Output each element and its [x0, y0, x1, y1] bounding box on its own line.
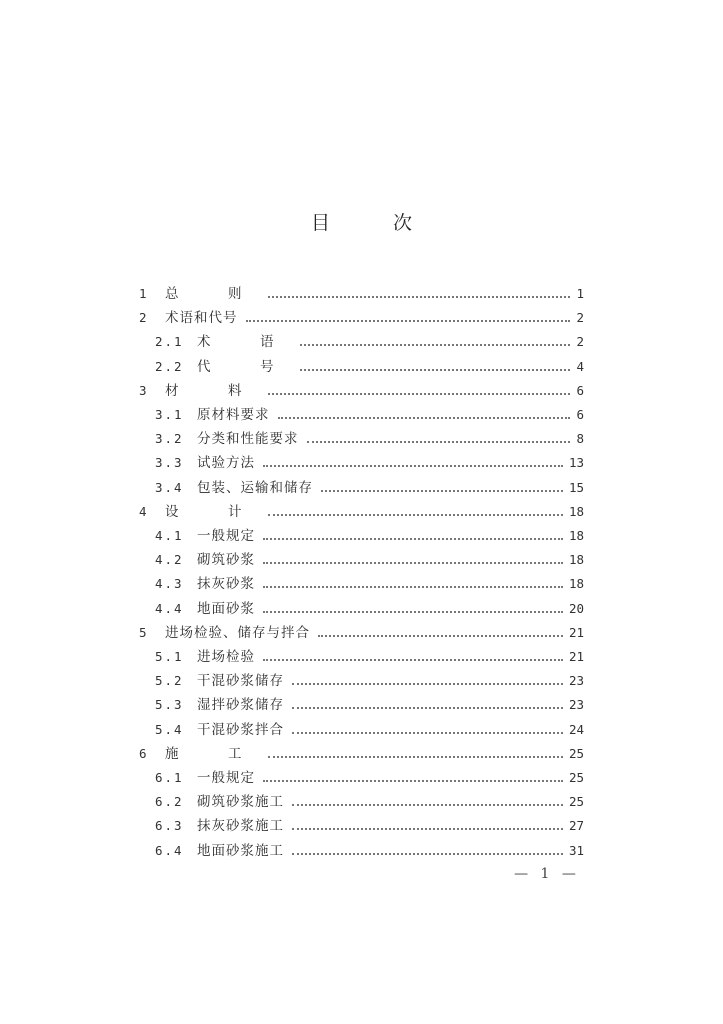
toc-entry-title: 湿拌砂浆储存	[197, 697, 284, 714]
toc-entry-page-number: 25	[568, 770, 584, 785]
toc-entry-page-number: 23	[568, 673, 584, 689]
toc-entry-page-number: 23	[568, 697, 584, 713]
toc-dot-leader	[268, 756, 563, 758]
toc-entry-page-number: 1	[576, 286, 584, 301]
toc-entry[interactable]	[139, 500, 584, 524]
toc-entry-number: 4.4	[155, 600, 184, 616]
toc-entry-title: 材 料	[165, 382, 260, 399]
toc-entry-title: 术 语	[197, 334, 292, 351]
toc-entry-number: 6.3	[155, 818, 184, 834]
toc-entry[interactable]	[155, 597, 584, 621]
toc-entry-number: 4.3	[155, 576, 184, 592]
toc-entry-number: 3.4	[155, 479, 184, 495]
toc-entry[interactable]	[155, 766, 584, 790]
toc-entry-title: 进场检验	[197, 649, 255, 665]
toc-entry-page-number: 21	[568, 624, 584, 640]
toc-entry-number: 4.1	[155, 528, 184, 543]
toc-entry-page-number: 21	[568, 649, 584, 664]
toc-entry-page-number: 18	[568, 503, 584, 519]
toc-entry-number: 5.3	[155, 697, 184, 713]
toc-entry[interactable]	[155, 669, 584, 693]
toc-dot-leader	[263, 562, 563, 564]
toc-entry-number: 3.1	[155, 407, 184, 422]
toc-dot-leader	[292, 683, 563, 685]
toc-entry-number: 5.4	[155, 721, 184, 737]
toc-dot-leader	[292, 804, 563, 806]
toc-entry-number: 3	[139, 382, 149, 398]
toc-entry[interactable]	[155, 718, 584, 742]
toc-dot-leader	[246, 320, 571, 322]
toc-dot-leader	[268, 393, 571, 395]
toc-entry-page-number: 25	[568, 745, 584, 761]
toc-dot-leader	[300, 369, 571, 371]
toc-entry-number: 2.1	[155, 334, 184, 350]
toc-entry[interactable]	[155, 645, 584, 669]
toc-entry[interactable]	[155, 790, 584, 814]
toc-dot-leader	[300, 344, 571, 346]
toc-entry-title: 一般规定	[197, 770, 255, 786]
toc-entry-title: 地面砂浆	[197, 600, 255, 617]
toc-entry[interactable]	[155, 476, 584, 500]
toc-entry-page-number: 6	[576, 407, 584, 422]
toc-dot-leader	[263, 780, 563, 782]
toc-entry-page-number: 4	[576, 358, 584, 374]
toc-entry-page-number: 13	[568, 455, 584, 471]
toc-entry-number: 6	[139, 745, 149, 761]
toc-entry[interactable]	[155, 693, 584, 717]
toc-entry-title: 总 则	[165, 286, 260, 302]
toc-dot-leader	[292, 828, 563, 830]
toc-entry-page-number: 31	[568, 842, 584, 858]
toc-entry-page-number: 18	[568, 552, 584, 568]
toc-entry-number: 1	[139, 286, 149, 301]
toc-dot-leader	[292, 732, 563, 734]
toc-entry-title: 地面砂浆施工	[197, 842, 284, 859]
toc-dot-leader	[292, 853, 563, 855]
toc-entry[interactable]	[139, 306, 584, 330]
toc-entry-page-number: 25	[568, 794, 584, 810]
toc-entry-number: 4	[139, 503, 149, 519]
toc-entry-number: 2	[139, 310, 149, 326]
toc-entry[interactable]	[155, 355, 584, 379]
toc-entry-title: 术语和代号	[165, 310, 238, 327]
toc-entry-title: 进场检验、储存与拌合	[165, 624, 310, 641]
toc-dot-leader	[263, 538, 563, 540]
toc-entry-page-number: 8	[576, 431, 584, 447]
toc-entry-page-number: 6	[576, 382, 584, 398]
toc-entry[interactable]	[155, 403, 584, 427]
toc-entry-title: 抹灰砂浆施工	[197, 818, 284, 835]
toc-entry[interactable]	[139, 742, 584, 766]
toc-entry-page-number: 27	[568, 818, 584, 834]
toc-entry-number: 4.2	[155, 552, 184, 568]
toc-entry-title: 施 工	[165, 745, 260, 762]
toc-entry-page-number: 2	[576, 310, 584, 326]
toc-dot-leader	[268, 514, 563, 516]
toc-entry-title: 干混砂浆拌合	[197, 721, 284, 738]
toc-dot-leader	[292, 707, 563, 709]
toc-entry[interactable]	[155, 814, 584, 838]
toc-entry-number: 5	[139, 624, 149, 640]
toc-entry[interactable]	[155, 839, 584, 863]
toc-entry-page-number: 18	[568, 528, 584, 543]
toc-entry[interactable]	[155, 572, 584, 596]
toc-entry-number: 5.2	[155, 673, 184, 689]
toc-entry-title: 一般规定	[197, 528, 255, 544]
toc-dot-leader	[318, 635, 563, 637]
toc-entry-title: 砌筑砂浆施工	[197, 794, 284, 811]
toc-dot-leader	[278, 417, 571, 419]
toc-entry[interactable]	[139, 621, 584, 645]
toc-entry-title: 分类和性能要求	[197, 431, 299, 448]
toc-entry-number: 3.2	[155, 431, 184, 447]
toc-entry[interactable]	[155, 524, 584, 548]
toc-entry-title: 试验方法	[197, 455, 255, 472]
toc-entry-title: 原材料要求	[197, 407, 270, 423]
toc-dot-leader	[321, 490, 563, 492]
toc-entry-number: 5.1	[155, 649, 184, 664]
toc-entry[interactable]	[155, 548, 584, 572]
toc-entry-title: 抹灰砂浆	[197, 576, 255, 593]
toc-dot-leader	[263, 586, 563, 588]
toc-entry-title: 干混砂浆储存	[197, 673, 284, 690]
toc-entry-page-number: 18	[568, 576, 584, 592]
toc-entry-title: 包装、运输和储存	[197, 479, 313, 496]
toc-dot-leader	[268, 296, 571, 298]
toc-dot-leader	[263, 611, 563, 613]
toc-entry-title: 设 计	[165, 503, 260, 520]
toc-entry-page-number: 24	[568, 721, 584, 737]
toc-entry-title: 代 号	[197, 358, 292, 375]
toc-entry[interactable]	[155, 330, 584, 354]
toc-entry-page-number: 15	[568, 479, 584, 495]
toc-entry-title: 砌筑砂浆	[197, 552, 255, 569]
toc-entry-number: 6.2	[155, 794, 184, 810]
page-title: 目 次	[310, 212, 434, 234]
toc-entry-number: 2.2	[155, 358, 184, 374]
toc-entry[interactable]	[155, 451, 584, 475]
toc-entry-page-number: 20	[568, 600, 584, 616]
toc-entry-page-number: 2	[576, 334, 584, 350]
toc-entry[interactable]	[139, 379, 584, 403]
toc-entry[interactable]	[139, 282, 584, 306]
page-number-footer: — 1 —	[514, 866, 580, 882]
toc-entry-number: 6.4	[155, 842, 184, 858]
toc-entry[interactable]	[155, 427, 584, 451]
toc-dot-leader	[263, 465, 563, 467]
toc-entry-number: 6.1	[155, 770, 184, 785]
toc-entry-number: 3.3	[155, 455, 184, 471]
toc-dot-leader	[263, 659, 563, 661]
toc-dot-leader	[307, 441, 571, 443]
